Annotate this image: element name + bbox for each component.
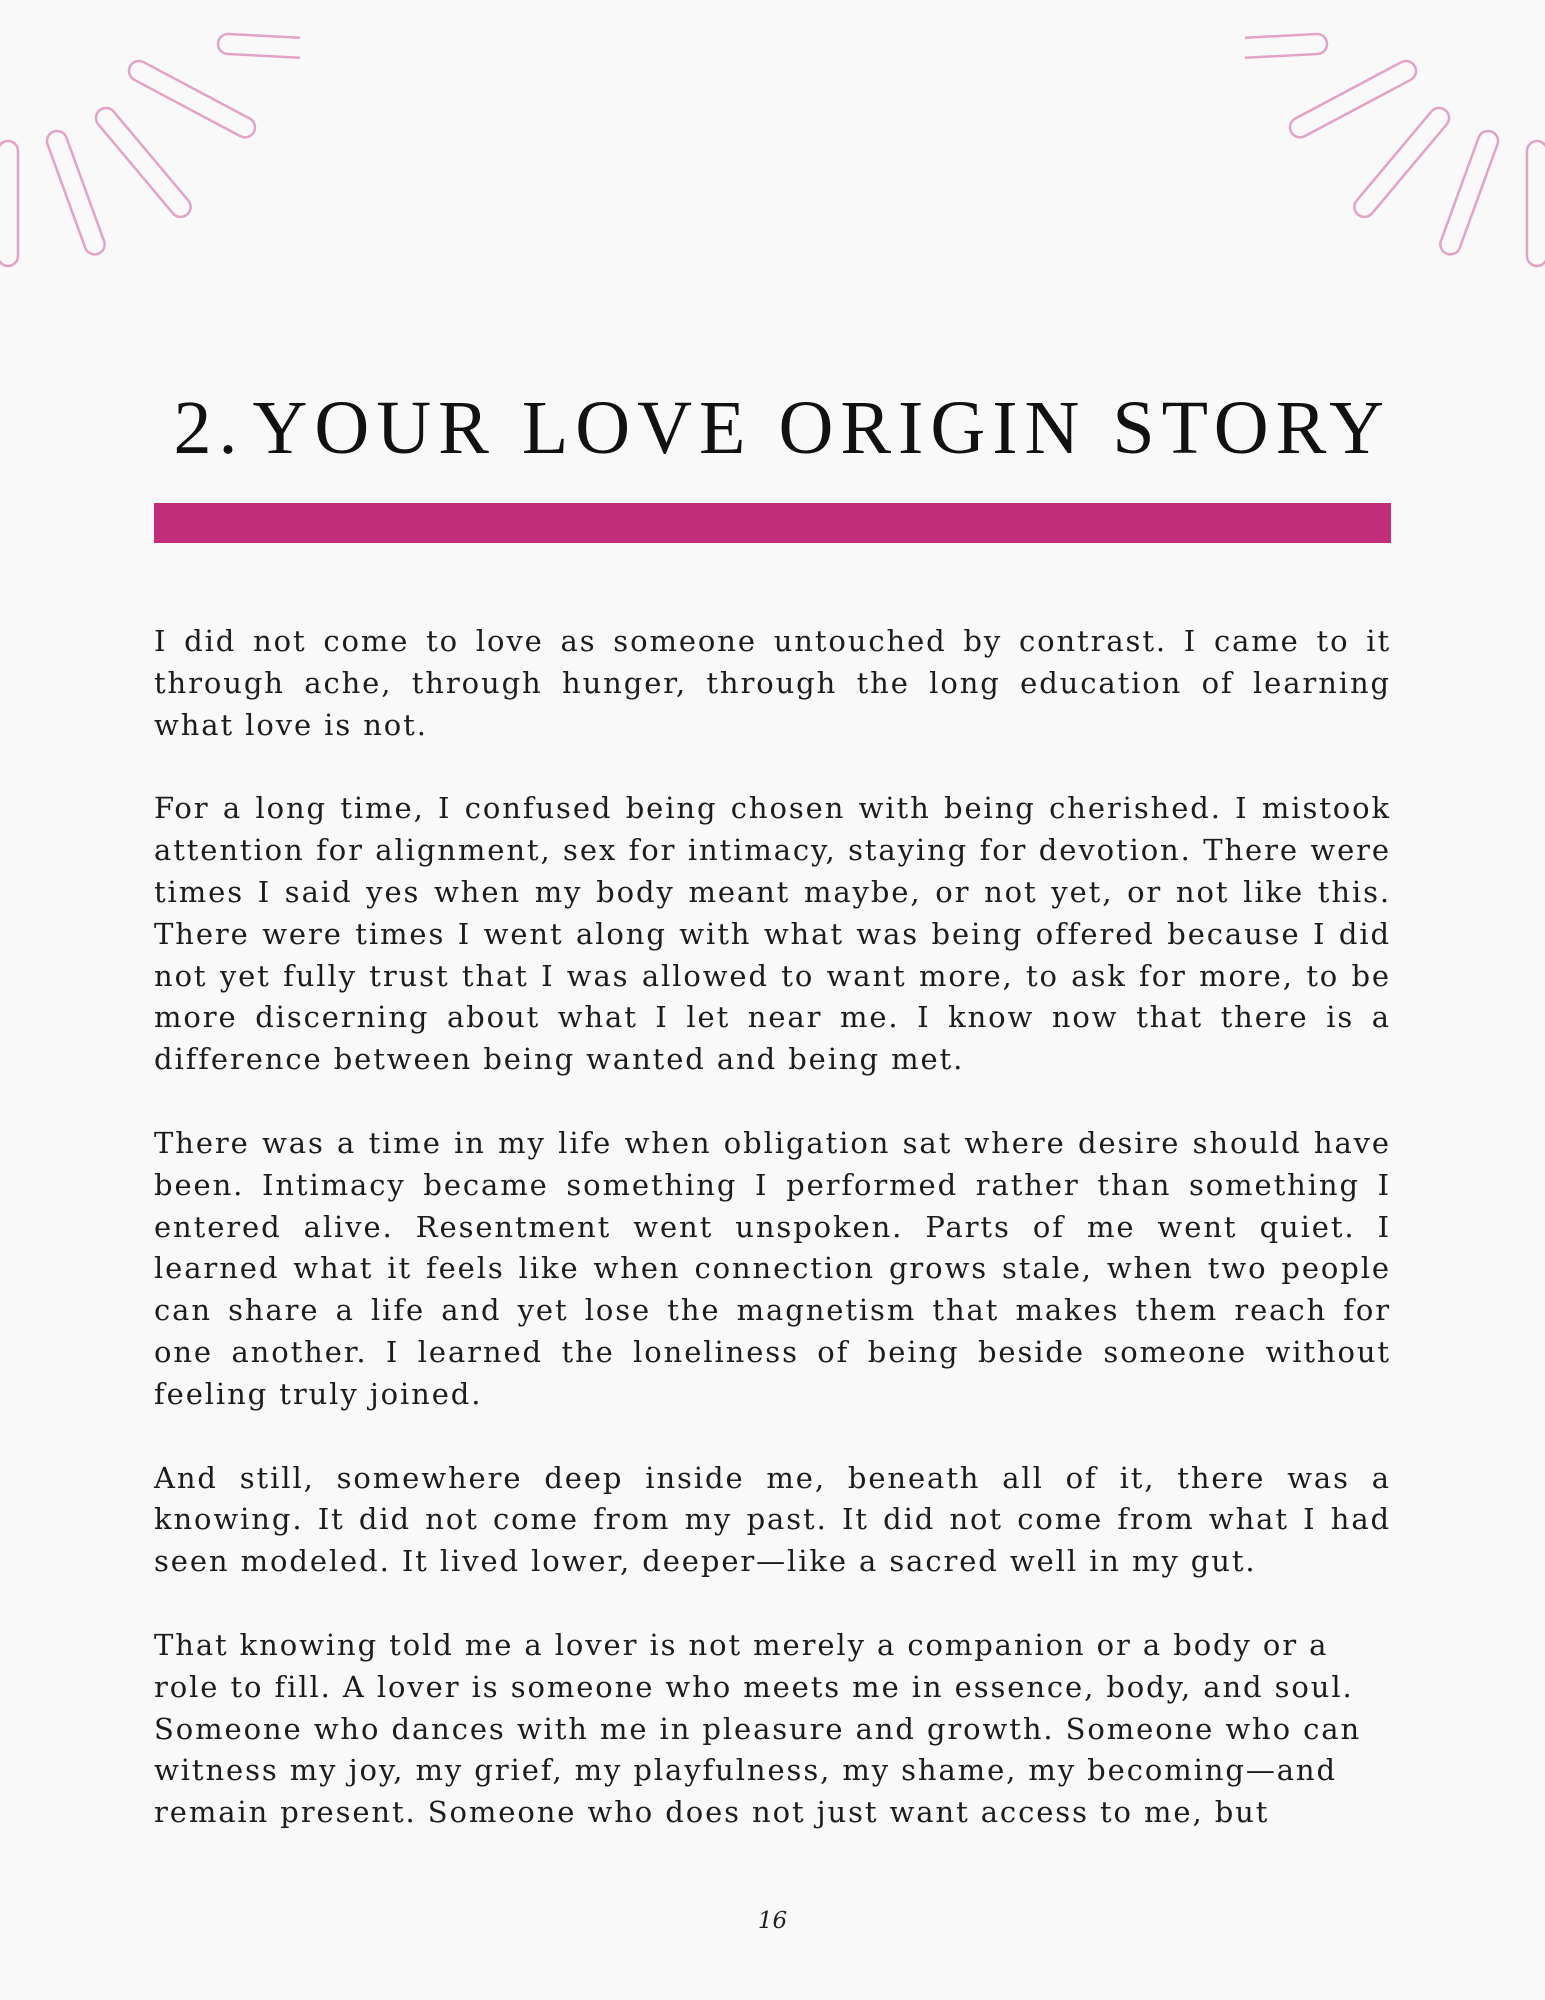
ornament-ray — [92, 104, 195, 221]
ornament-ray — [1438, 128, 1501, 257]
ornament-ray — [217, 33, 300, 61]
body-text — [154, 621, 1391, 1876]
ornament-ray — [1245, 33, 1328, 61]
ornament-ray — [44, 128, 107, 257]
chapter-title-text: YOUR LOVE ORIGIN STORY — [252, 386, 1391, 470]
ornament-ray — [1527, 141, 1545, 266]
paragraph-3: There was a time in my life when obligation sat where desire should have been. Intimacy became something I performed rather than something I entered alive. Resentment went unspoken. Parts of me went quiet. I learned what it feels like when connection grows stale, when two people can share a life and yet lose the magnetism that makes them reach for one another. I learned the loneliness of being beside someone without feeling truly joined. — [154, 1125, 1391, 1411]
paragraph-4: And still, somewhere deep inside me, beneath all of it, there was a knowing. It did not come from my past. It did not come from what I had seen modeled. It lived lower, deeper—like a sacred well in my gut. — [154, 1460, 1391, 1579]
chapter-title — [154, 378, 1391, 478]
title-accent-bar — [154, 503, 1391, 543]
chapter-number: 2. — [173, 386, 245, 470]
rays-ornament-top-right — [1245, 0, 1545, 300]
ornament-ray — [125, 57, 258, 140]
ornament-ray — [0, 141, 18, 266]
rays-ornament-top-left — [0, 0, 300, 300]
ornament-ray — [1287, 57, 1420, 140]
ornament-ray — [1350, 104, 1453, 221]
page-number: 16 — [757, 1908, 788, 1934]
paragraph-2: For a long time, I confused being chosen with being cherished. I mistook attention for alignment, sex for intimacy, staying for devotion. There were times I said yes when my body meant maybe, or not yet, or not like this. There were times I went along with what was being offered because I did not yet fully trust that I was allowed to want more, to ask for more, to be more discerning about what I let near me. I know now that there is a difference between being wanted and being met. — [154, 791, 1391, 1077]
paragraph-5: That knowing told me a lover is not merely a companion or a body or a role to fill. A lover is someone who meets me in essence, body, and soul. Someone who dances with me in pleasure and growth. Someone who can witness my joy, my grief, my playfulness, my shame, my becoming—and remain present. Someone who does not just want access to me, but — [154, 1627, 1362, 1830]
paragraph-1: I did not come to love as someone untouched by contrast. I came to it through ache, through hunger, through the long education of learning what love is not. — [154, 624, 1391, 742]
